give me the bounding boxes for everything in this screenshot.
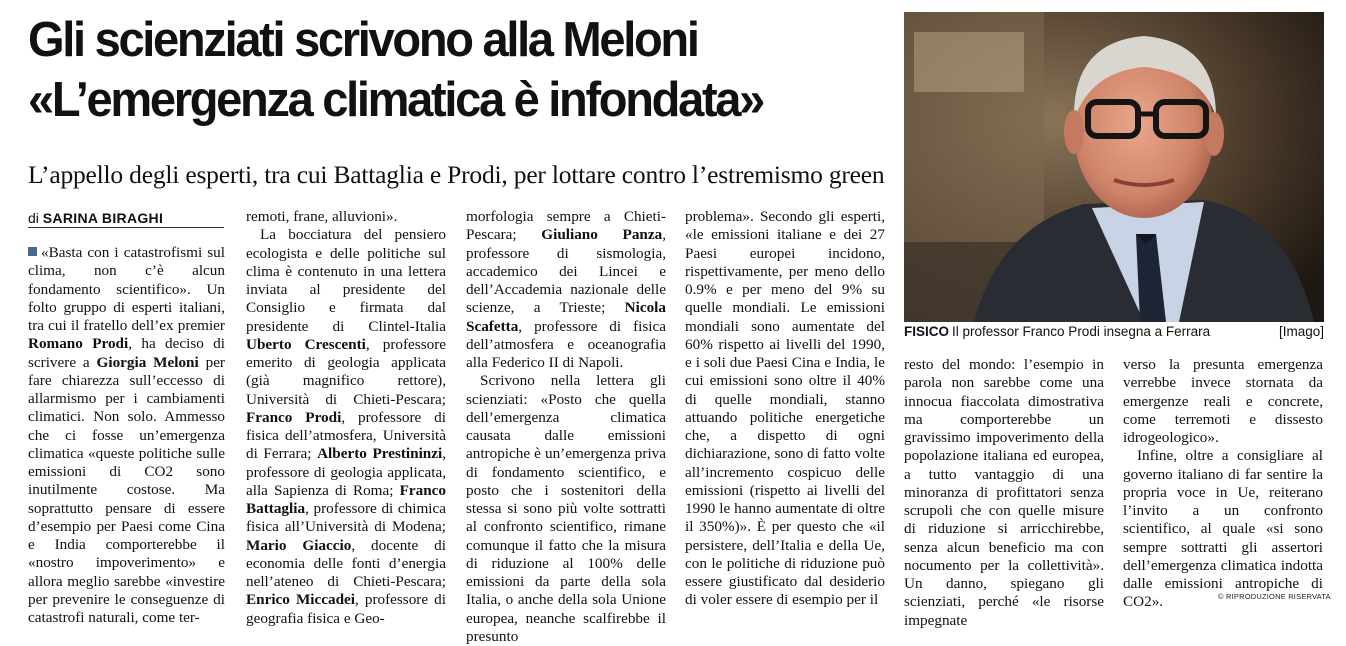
headline-line-1: Gli scienziati scrivono alla Meloni [28, 13, 698, 67]
paragraph: verso la presunta emergenza verrebbe invece stornata da emergenze reali e concrete, come terremoti e dissesto idrogeologico». [1123, 356, 1323, 446]
photo-franco-prodi [904, 12, 1324, 322]
photo-caption [904, 324, 1324, 339]
paragraph: Infine, oltre a consigliare al governo italiano di far sentire la propria voce in Ue, reiterano l’invito a un confronto scientifico, al quale «si sono sempre sottratti gli assertori dell’emergenza climatica indotta dalle emissioni antropiche di CO2». [1123, 447, 1323, 611]
name-bold: Franco Battaglia [246, 481, 446, 517]
name-bold: Romano Prodi [28, 335, 129, 353]
name-bold: Mario Giaccio [246, 536, 352, 554]
portrait-illustration [904, 12, 1324, 322]
headline-line-2: «L’emergenza climatica è infondata» [28, 73, 764, 127]
square-bullet-icon [28, 247, 37, 256]
text-run: La bocciatura del pensiero ecologista e delle politiche sul clima è contenuto in una lettera inviata al presidente del Consiglio e firmata dal presidente di Clintel-Italia [246, 226, 446, 335]
text-run: , professore di fisica dell’atmosfera, Università di Ferrara; [246, 408, 446, 463]
text-run: per fare chiarezza sull’eccesso di allarmismo per i cambiamenti climatici. Non solo. Ammesso che ci fosse un’emergenza climatica «queste politiche sulle emissioni di CO2 sono inutilmente costose. Ma soprattutto pensare di essere d’esempio per Paesi come Cina e India comporterebbe il «nostro impoverimento» e allora meglio sarebbe «investire per prevenire le conseguenze di catastrofi naturali, come ter- [28, 353, 225, 626]
text-run: , professore di fisica dell’atmosfera e oceanografia alla Federico II di Napoli. [466, 317, 666, 371]
text-run: , professore di geografia fisica e Geo- [246, 591, 446, 627]
article-column-5 [904, 356, 1104, 630]
caption-text [904, 324, 1210, 339]
article-column-1 [28, 244, 225, 627]
text-run: , professore di sismologia, accademico dei Lincei e dell’Accademia nazionale delle scienze, a Trieste; [466, 226, 666, 317]
article-column-3 [466, 208, 666, 646]
text-run: , docente di economia delle fonti d’energia nell’ateneo di Chieti-Pescara; [246, 536, 446, 590]
name-bold: Enrico Miccadei [246, 591, 355, 609]
name-bold: Giorgia Meloni [96, 353, 199, 371]
text-run: , professore di geologia applicata, alla Sapienza di Roma; [246, 445, 447, 499]
article-column-6 [1123, 356, 1323, 612]
paragraph: Scrivono nella lettera gli scienziati: «Posto che quella dell’emergenza climatica causata dalle emissioni antropiche è un’emergenza priva di fondamento scientifico, e posto che i sostenitori della stessa si sono più volte sottratti al confronto scientifico, rimane comunque il fatto che la misura di riduzione al 100% delle emissioni da parte della sola Italia, o anche della sola Unione europea, neanche scalfirebbe il presunto [466, 372, 666, 645]
name-bold: Uberto Crescenti [246, 335, 366, 353]
paragraph: remoti, frane, alluvioni». [246, 208, 398, 225]
paragraph: problema». Secondo gli esperti, «le emissioni italiane e dei 27 Paesi europei incidono, rispettivamente, per meno dello 0.9% e per meno del 9% su quelle mondiali. Le emissioni mondiali sono aumentate del 60% rispetto ai livelli del 1990, e i soli due Paesi Cina e India, le cui emissioni sono oltre il 40% di quelle mondiali, stanno attuando politiche energetiche che, a dispetto di ogni dichiarazione, sono di fatto volte all’incremento cospicuo delle emissioni (rispetto ai livelli del 1990 le hanno aumentate di oltre il 350%)». È per questo che «il persistere, dell’Italia e della Ue, con le politiche di riduzione può essere giustificato dal desiderio di voler essere di esempio per il [685, 208, 885, 609]
byline [28, 210, 224, 228]
article-column-4 [685, 208, 885, 610]
photo-credit: [Imago] [1278, 324, 1324, 339]
byline-prefix: di [28, 210, 39, 226]
subheadline: L’appello degli esperti, tra cui Battaglia e Prodi, per lottare contro l’estremismo green [28, 160, 885, 189]
headline [28, 10, 888, 130]
caption-body: Il professor Franco Prodi insegna a Ferrara [952, 324, 1211, 339]
copyright-notice: © RIPRODUZIONE RISERVATA [1218, 592, 1331, 601]
text-run: , professore emerito di geologia applicata (già magnifico rettore), Università di Chieti-Pescara; [246, 335, 446, 408]
caption-label: FISICO [904, 324, 950, 339]
paragraph [246, 226, 446, 628]
text-run: , professore di chimica fisica all’Università di Modena; [246, 500, 446, 536]
paragraph [466, 208, 666, 372]
byline-author: SARINA BIRAGHI [42, 210, 164, 226]
text-run: «Basta con i catastrofismi sul clima, non c’è alcun fondamento scientifico». Un folto gruppo di esperti italiani, tra cui il fratello dell’ex premier [28, 244, 225, 334]
text-run: morfologia sempre a Chieti-Pescara; [466, 208, 666, 244]
name-bold: Giuliano Panza [541, 226, 663, 244]
name-bold: Nicola Scafetta [466, 299, 666, 335]
article-column-2 [246, 208, 446, 628]
text-run: , ha deciso di scrivere a [28, 335, 225, 371]
paragraph: resto del mondo: l’esempio in parola non sarebbe come una innocua fiaccolata dimostrativa ma comporterebbe un gravissimo impoverimento della popolazione italiana ed europea, a tutto vantaggio di una minoranza di profittatori senza scrupoli che con quelle misure di riduzione si arricchirebbe, senza alcun beneficio ma con nocumento per la collettività». Un danno, spiegano gli scienziati, perché «le risorse impegnate [904, 356, 1104, 629]
name-bold: Franco Prodi [246, 408, 342, 426]
name-bold: Alberto Prestininzi [317, 445, 443, 463]
